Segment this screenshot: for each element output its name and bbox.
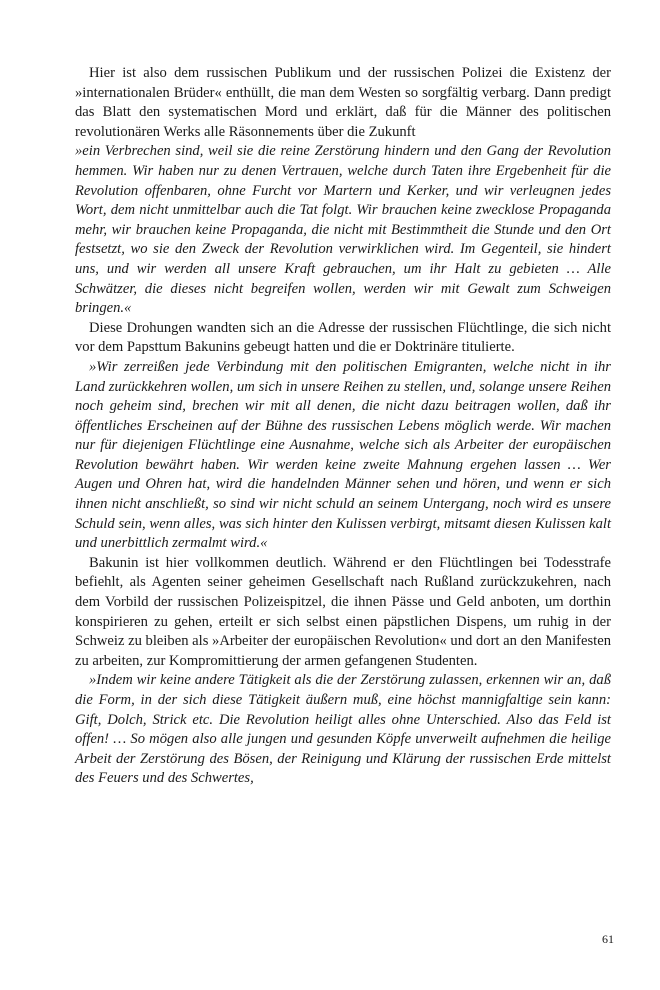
paragraph-1: Hier ist also dem russischen Publikum und der russischen Polizei die Existenz der »internationalen Brüder« enthüllt, die man dem Westen so sorgfältig verbarg. Dann predigt das Blatt den systematischen Mord und erklärt, daß für die Männer des politischen revolutionären Werks alle Räsonnements über die Zukunft	[75, 65, 611, 140]
page-body	[75, 64, 611, 789]
quote-3: »Indem wir keine andere Tätigkeit als die der Zerstörung zulassen, erkennen wir an, daß die Form, in der sich diese Tätigkeit äußern muß, eine höchst mannigfaltige sein kann: Gift, Dolch, Strick etc. Die Revolution heiligt alles ohne Unterschied. Also das Feld ist offen! … So mögen also alle jungen und gesunden Köpfe unverweilt aufnehmen die heilige Arbeit der Zerstörung des Bösen, der Reinigung und Klärung der russischen Erde mittelst des Feuers und des Schwertes,	[75, 672, 611, 787]
paragraph-3: Bakunin ist hier vollkommen deutlich. Während er den Flüchtlingen bei Todesstrafe befiehlt, als Agenten seiner geheimen Gesellschaft nach Rußland zurückzukehren, nach dem Vorbild der russischen Polizeispitzel, die ihnen Pässe und Geld anboten, um dorthin konspirieren zu gehen, erteilt er sich selbst einen päpstlichen Dispens, um ruhig in der Schweiz zu bleiben als »Arbeiter der europäischen Revolution« und dort an den Manifesten zu arbeiten, zur Kompromittierung der armen gefangenen Studenten.	[75, 554, 611, 669]
quote-2: »Wir zerreißen jede Verbindung mit den politischen Emigranten, welche nicht in ihr Land zurückkehren wollen, um sich in unsere Reihen zu stellen, und, solange unsere Reihen noch geheim sind, brechen wir mit all denen, die nicht dazu beitragen wollen, daß ihr öffentliches Erscheinen auf der Bühne des russischen Lebens möglich werde. Wir machen nur für diejenigen Flüchtlinge eine Ausnahme, welche sich als Arbeiter der europäischen Revolution bewährt haben. Wir werden keine zweite Mahnung ergehen lassen … Wer Augen und Ohren hat, wird die handelnden Männer sehen und hören, und wenn er sich ihnen nicht anschließt, so sind wir nicht schuld an seinem Untergang, noch wird es unsere Schuld sein, wenn alles, was sich hinter den Kulissen verbirgt, mitsamt diesen Kulissen kalt und unerbittlich zermalmt wird.«	[75, 358, 611, 552]
quote-1: »ein Verbrechen sind, weil sie die reine Zerstörung hindern und den Gang der Revolution hemmen. Wir haben nur zu denen Vertrauen, welche durch Taten ihre Ergebenheit für die Revolution offenbaren, ohne Furcht vor Martern und Kerker, und wir verleugnen jedes Wort, dem nicht unmittelbar auch die Tat folgt. Wir brauchen keine zwecklose Propaganda mehr, wir brauchen keine Propaganda, die nicht mit Bestimmtheit die Stunde und den Ort festsetzt, wo sie den Zweck der Revolution verwirklichen wird. Im Gegenteil, sie hindert uns, und wir werden all unsere Kraft gebrauchen, um ihr Halt zu gebieten … Alle Schwätzer, die dieses nicht begreifen wollen, werden wir mit Gewalt zum Schweigen bringen.«	[75, 143, 611, 317]
paragraph-2: Diese Drohungen wandten sich an die Adresse der russischen Flüchtlinge, die sich nicht vor dem Papsttum Bakunins gebeugt hatten und die er Doktrinäre titulierte.	[75, 319, 611, 356]
page-number: 61	[602, 932, 614, 946]
